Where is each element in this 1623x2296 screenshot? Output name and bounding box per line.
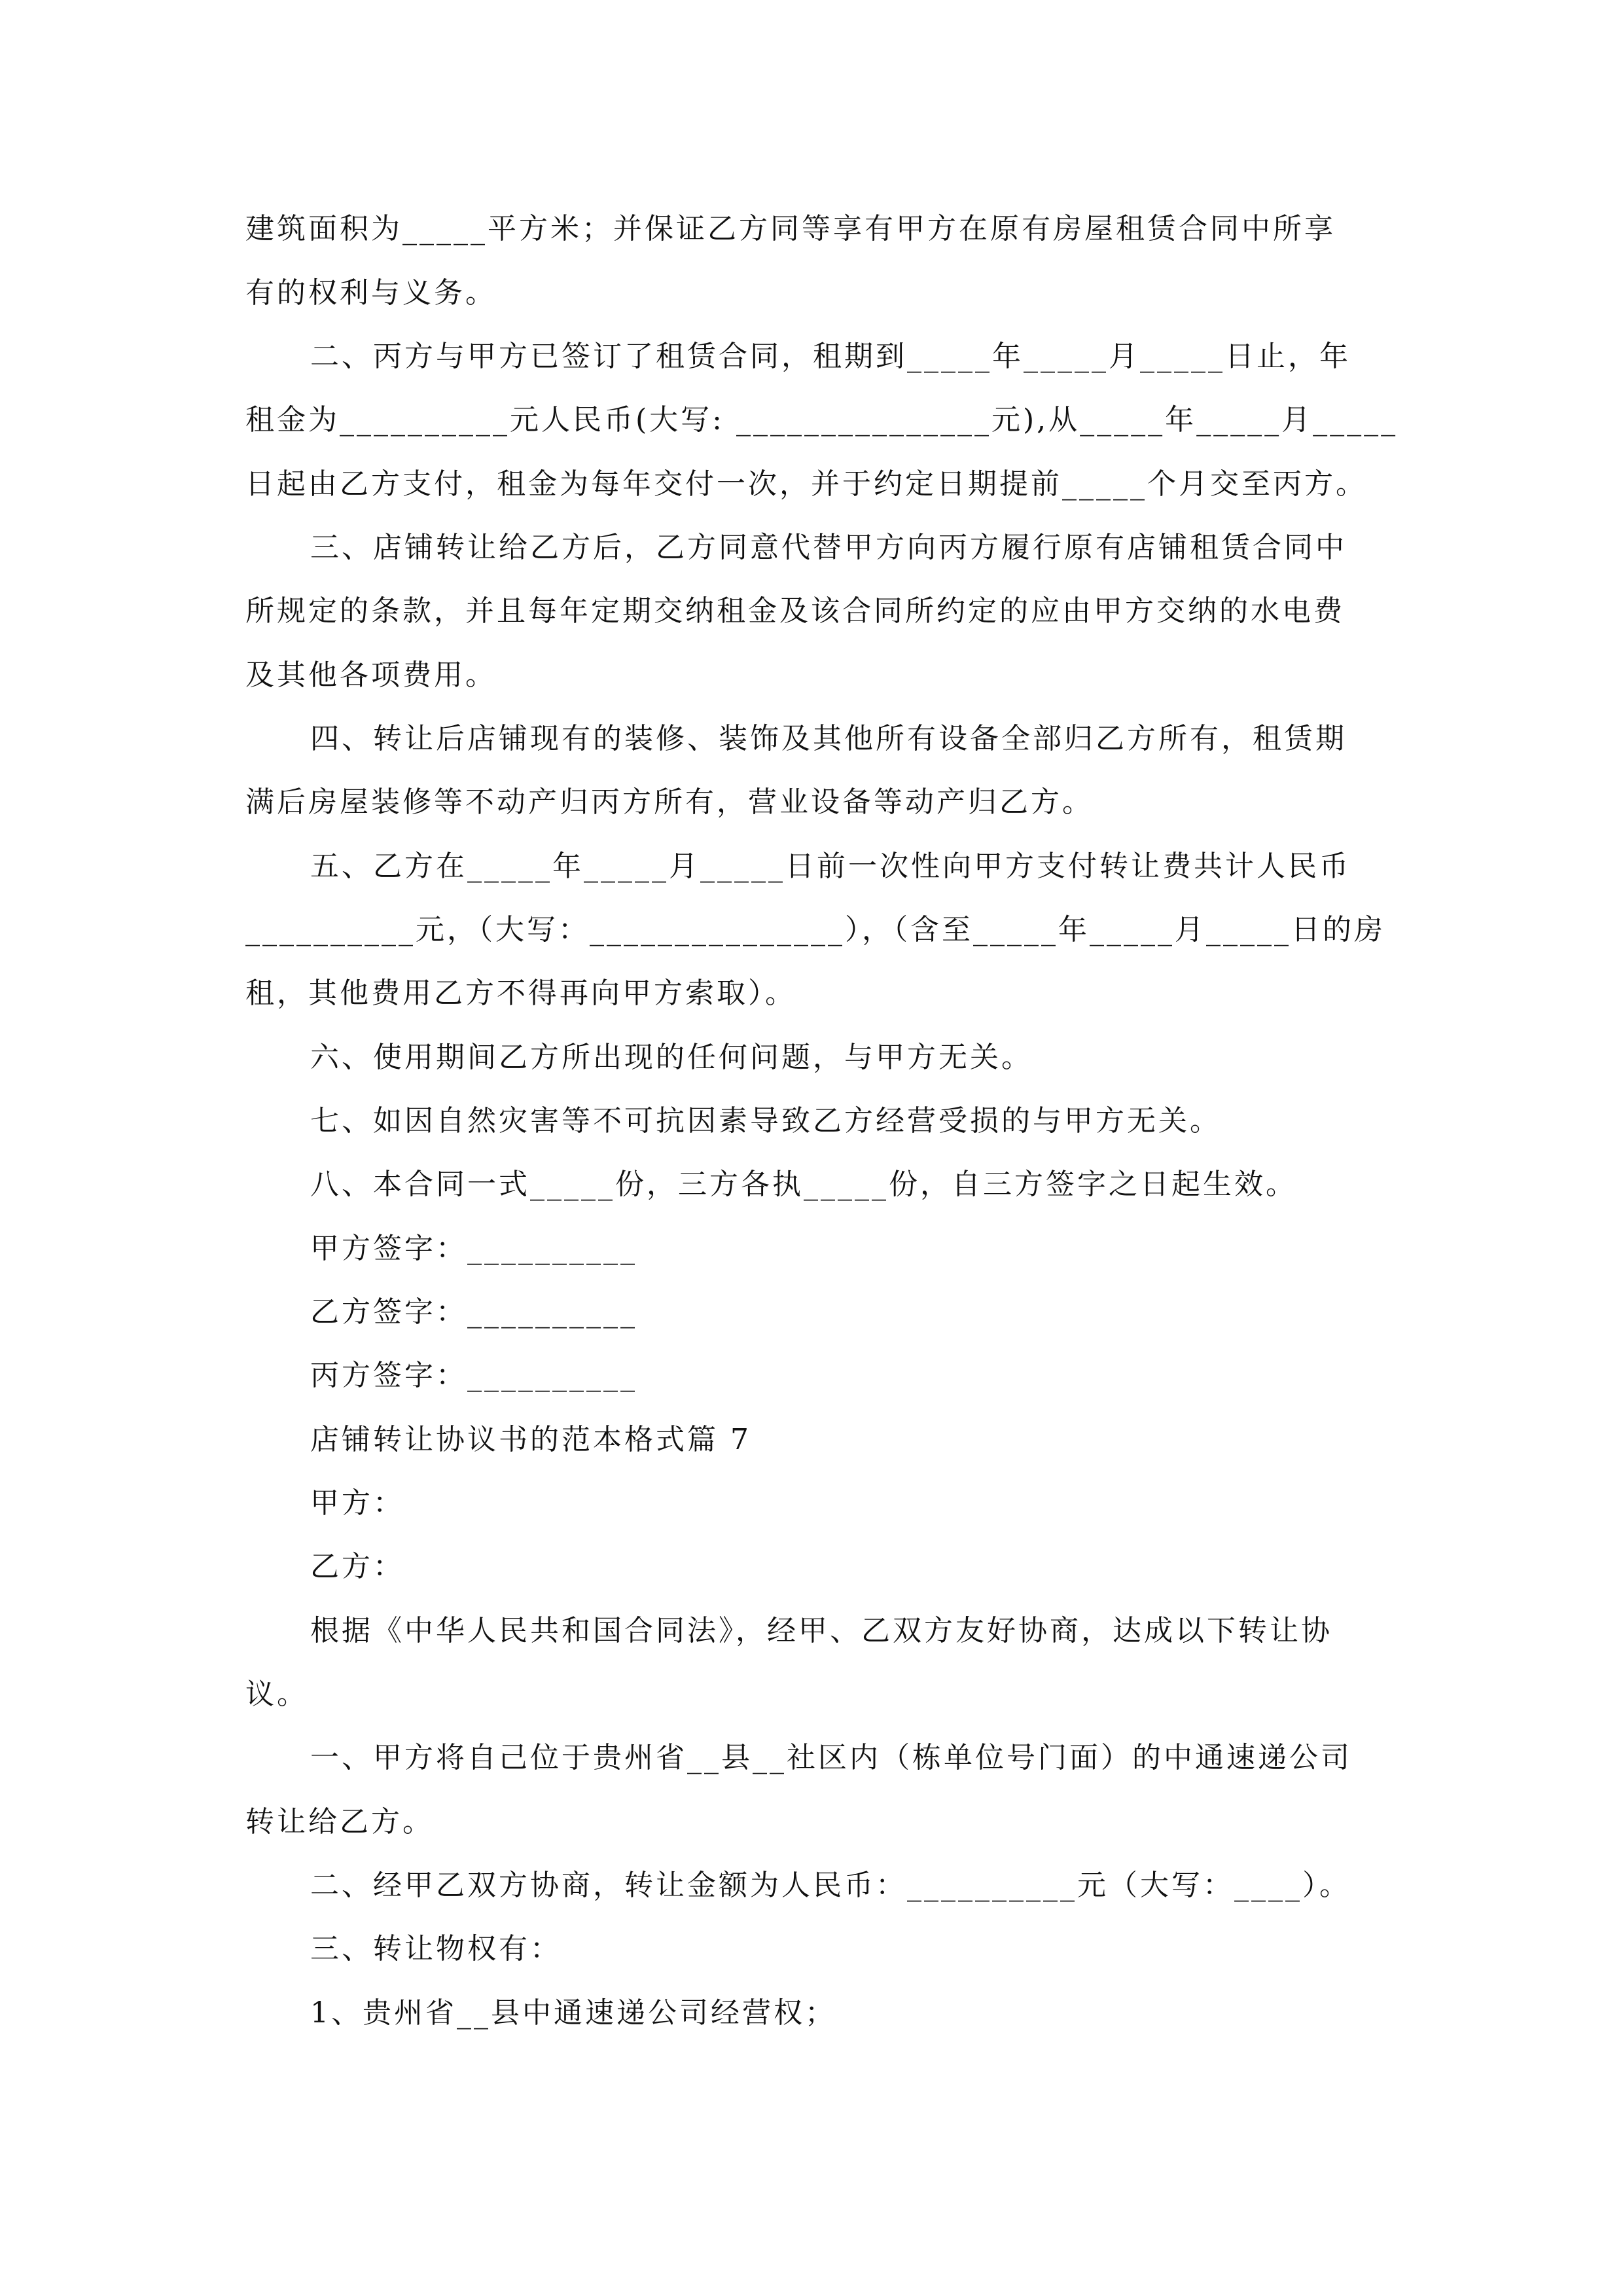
clause-3-line: 三、店铺转让给乙方后，乙方同意代替甲方向丙方履行原有店铺租赁合同中 (310, 531, 1347, 564)
clause-7-line: 七、如因自然灾害等不可抗因素导致乙方经营受损的与甲方无关。 (310, 1104, 1221, 1138)
clause-2-line: 二、丙方与甲方已签订了租赁合同，租期到_____年_____月_____日止，年 (310, 340, 1351, 373)
section-title: 店铺转让协议书的范本格式篇 7 (310, 1423, 751, 1456)
preamble-line: 根据《中华人民共和国合同法》，经甲、乙双方友好协商，达成以下转让协 (310, 1614, 1332, 1647)
list-item-1: 1、贵州省__县中通速递公司经营权； (310, 1996, 836, 2030)
signature-party-c: 丙方签字：__________ (310, 1359, 637, 1392)
paragraph-line: 及其他各项费用。 (245, 658, 497, 692)
clause-6-line: 六、使用期间乙方所出现的任何问题，与甲方无关。 (310, 1041, 1033, 1074)
paragraph-line: 建筑面积为_____平方米；并保证乙方同等享有甲方在原有房屋租赁合同中所享 (245, 212, 1336, 245)
clause-2-line: 二、经甲乙双方协商，转让金额为人民币：__________元（大写：____）。 (310, 1869, 1351, 1902)
paragraph-line: 日起由乙方支付，租金为每年交付一次，并于约定日期提前_____个月交至丙方。 (245, 467, 1367, 501)
paragraph-line: 有的权利与义务。 (245, 276, 497, 310)
clause-5-line: 五、乙方在_____年_____月_____日前一次性向甲方支付转让费共计人民币 (310, 850, 1351, 883)
paragraph-line: 租金为__________元人民币(大写: _______________元),从_____年_____月_____ (245, 403, 1399, 437)
party-b-label: 乙方： (310, 1550, 404, 1583)
paragraph-line: __________元，（大写：_______________），（含至_____年_____月_____日的房 (245, 913, 1385, 946)
paragraph-line: 满后房屋装修等不动产归丙方所有，营业设备等动产归乙方。 (245, 785, 1094, 819)
clause-8-line: 八、本合同一式_____份，三方各执_____份，自三方签字之日起生效。 (310, 1168, 1297, 1201)
party-a-label: 甲方： (310, 1486, 404, 1520)
paragraph-line: 议。 (245, 1677, 308, 1711)
clause-3-line: 三、转让物权有： (310, 1932, 562, 1965)
clause-4-line: 四、转让后店铺现有的装修、装饰及其他所有设备全部归乙方所有，租赁期 (310, 722, 1347, 755)
signature-party-a: 甲方签字：__________ (310, 1232, 637, 1265)
paragraph-line: 转让给乙方。 (245, 1805, 434, 1839)
clause-1-line: 一、甲方将自己位于贵州省__县__社区内（栋单位号门面）的中通速递公司 (310, 1741, 1352, 1774)
signature-party-b: 乙方签字：__________ (310, 1295, 637, 1329)
paragraph-line: 租，其他费用乙方不得再向甲方索取）。 (245, 977, 796, 1010)
paragraph-line: 所规定的条款，并且每年定期交纳租金及该合同所约定的应由甲方交纳的水电费 (245, 594, 1345, 628)
